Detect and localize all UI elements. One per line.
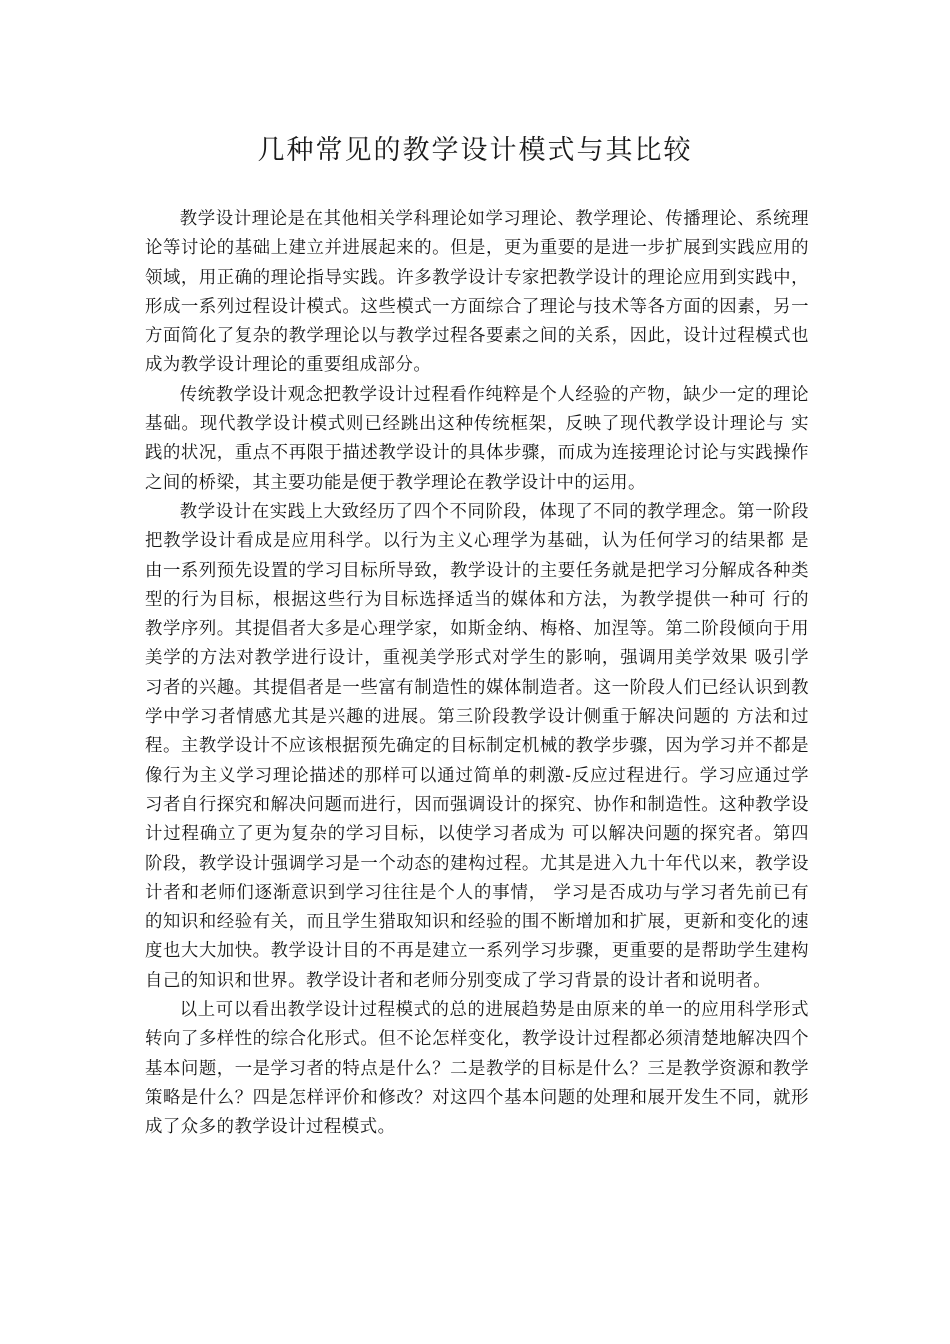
paragraph-traditional-vs-modern: 传统教学设计观念把教学设计过程看作纯粹是个人经验的产物，缺少一定的理论基础。现代教学设计模式则已经跳出这种传统框架，反映了现代教学设计理论与 实践的状况，重点不再限于描述教学设计的具体步骤，而成为连接理论讨论与实践操作之间的桥梁，其主要功能是便于教学理论在教学设计中的运用。 bbox=[145, 384, 809, 493]
document-title: 几种常见的教学设计模式与其比较 bbox=[257, 135, 693, 166]
document-body bbox=[145, 205, 809, 1143]
paragraph-summary: 以上可以看出教学设计过程模式的总的进展趋势是由原来的单一的应用科学形式转向了多样性的综合化形式。但不论怎样变化，教学设计过程都必须清楚地解决四个基本问题，一是学习者的特点是什么？二是教学的目标是什么？三是教学资源和教学策略是什么？四是怎样评价和修改？对这四个基本问题的处理和展开发生不同，就形成了众多的教学设计过程模式。 bbox=[145, 1000, 809, 1138]
paragraph-four-stages: 教学设计在实践上大致经历了四个不同阶段，体现了不同的教学理念。第一阶段把教学设计看成是应用科学。以行为主义心理学为基础，认为任何学习的结果都 是由一系列预先设置的学习目标所导致，教学设计的主要任务就是把学习分解成各种类型的行为目标，根据这些行为目标选择适当的媒体和方法，为教学提供一种可 行的教学序列。其提倡者大多是心理学家，如斯金纳、梅格、加涅等。第二阶段倾向于用美学的方法对教学进行设计，重视美学形式对学生的影响，强调用美学效果 吸引学习者的兴趣。其提倡者是一些富有制造性的媒体制造者。这一阶段人们已经认识到教学中学习者情感尤其是兴趣的进展。第三阶段教学设计侧重于解决问题的 方法和过程。主教学设计不应该根据预先确定的目标制定机械的教学步骤，因为学习并不都是像行为主义学习理论描述的那样可以通过简单的刺激-反应过程进行。学习应通过学习者自行探究和解决问题而进行，因而强调设计的探究、协作和制造性。这种教学设计过程确立了更为复杂的学习目标，以使学习者成为 可以解决问题的探究者。第四阶段，教学设计强调学习是一个动态的建构过程。尤其是进入九十年代以来，教学设计者和老师们逐渐意识到学习往往是个人的事情， 学习是否成功与学习者先前已有的知识和经验有关，而且学生猎取知识和经验的围不断增加和扩展，更新和变化的速度也大大加快。教学设计目的不再是建立一系列学习步骤，更重要的是帮助学生建构自己的知识和世界。教学设计者和老师分别变成了学习背景的设计者和说明者。 bbox=[145, 501, 809, 991]
paragraph-intro: 教学设计理论是在其他相关学科理论如学习理论、教学理论、传播理论、系统理论等讨论的基础上建立并进展起来的。但是，更为重要的是进一步扩展到实践应用的 领域，用正确的理论指导实践。许多教学设计专家把教学设计的理论应用到实践中，形成一系列过程设计模式。这些模式一方面综合了理论与技术等各方面的因素，另一方面简化了复杂的教学理论以与教学过程各要素之间的关系，因此，设计过程模式也成为教学设计理论的重要组成部分。 bbox=[145, 209, 809, 376]
